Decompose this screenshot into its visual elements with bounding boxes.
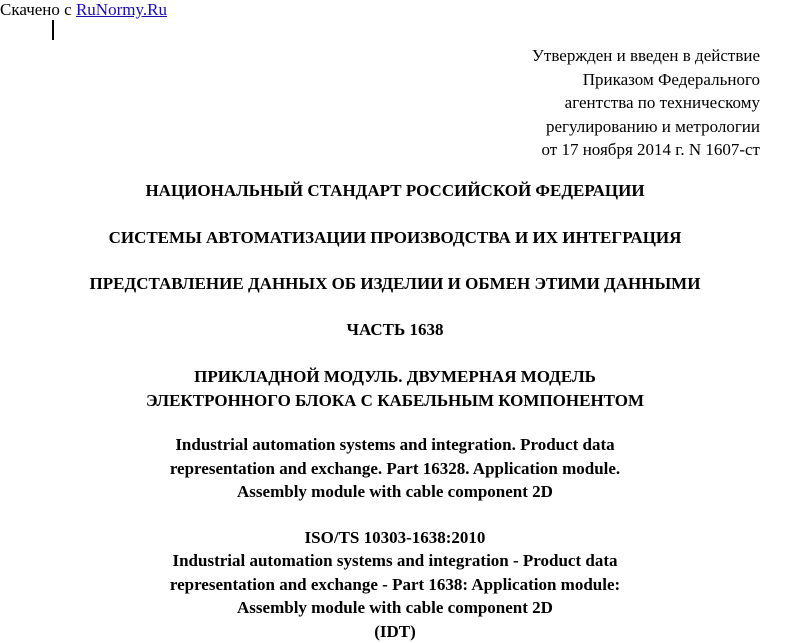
iso-title-line: Industrial automation systems and integration - Product data — [172, 551, 618, 571]
national-standard-heading: НАЦИОНАЛЬНЫЙ СТАНДАРТ РОССИЙСКОЙ ФЕДЕРАЦИИ — [145, 181, 645, 200]
english-title — [0, 433, 790, 504]
approval-line: Утвержден и введен в действие — [531, 46, 760, 65]
approval-line: агентства по техническому — [564, 93, 760, 113]
identity-marker: (IDT) — [374, 621, 416, 641]
download-source-line — [0, 0, 167, 20]
download-prefix: Скачено с — [0, 0, 72, 19]
english-title-line: representation and exchange. Part 16328. Application module. — [169, 458, 621, 478]
iso-designation: ISO/TS 10303-1638:2010 — [304, 528, 486, 547]
text-cursor — [52, 20, 54, 40]
english-title-line: Industrial automation systems and integration. Product data — [175, 435, 615, 454]
module-heading-line: ПРИКЛАДНОЙ МОДУЛЬ. ДВУМЕРНАЯ МОДЕЛЬ — [194, 367, 596, 386]
runormy-link[interactable]: RuNormy.Ru — [75, 0, 167, 19]
approval-line: регулированию и метрологии — [545, 116, 760, 136]
approval-line: Приказом Федерального — [582, 69, 760, 89]
iso-block — [0, 526, 790, 643]
part-heading: ЧАСТЬ 1638 — [346, 320, 444, 339]
approval-line: от 17 ноября 2014 г. N 1607-ст — [541, 140, 760, 160]
iso-title-line: representation and exchange - Part 1638: Application module: — [169, 574, 621, 594]
module-heading — [0, 365, 790, 413]
systems-heading: СИСТЕМЫ АВТОМАТИЗАЦИИ ПРОИЗВОДСТВА И ИХ ИНТЕГРАЦИЯ — [108, 228, 682, 247]
english-title-line: Assembly module with cable component 2D — [237, 482, 553, 501]
representation-heading: ПРЕДСТАВЛЕНИЕ ДАННЫХ ОБ ИЗДЕЛИИ И ОБМЕН ЭТИМИ ДАННЫМИ — [89, 274, 701, 293]
module-heading-line: ЭЛЕКТРОННОГО БЛОКА С КАБЕЛЬНЫМ КОМПОНЕНТОМ — [145, 391, 645, 410]
iso-title-line: Assembly module with cable component 2D — [237, 598, 553, 618]
approval-block — [532, 44, 760, 162]
